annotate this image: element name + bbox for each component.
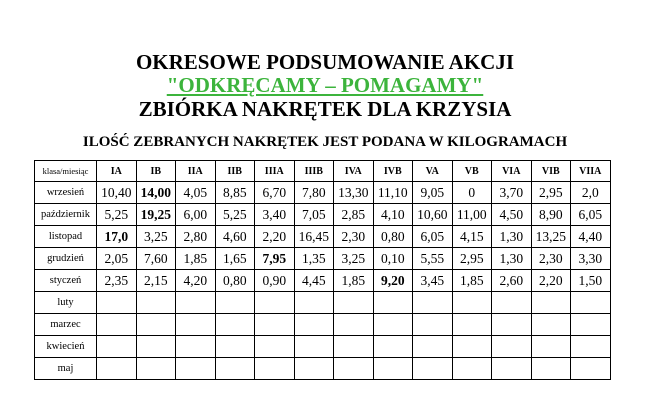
table-cell [136,358,176,380]
column-header-iiia: IIIA [255,161,295,182]
table-cell: 0,80 [373,226,413,248]
table-cell: 10,60 [413,204,453,226]
table-cell: 2,30 [334,226,374,248]
table-cell [215,358,255,380]
table-cell [136,314,176,336]
table-cell: 11,00 [452,204,492,226]
column-header-va: VA [413,161,453,182]
table-cell: 9,05 [413,182,453,204]
table-cell: 2,85 [334,204,374,226]
month-label: kwiecień [35,336,97,358]
table-cell: 3,30 [571,248,611,270]
column-header-ivb: IVB [373,161,413,182]
table-cell: 0,90 [255,270,295,292]
table-cell [571,314,611,336]
table-cell [373,358,413,380]
table-cell: 7,80 [294,182,334,204]
column-header-ib: IB [136,161,176,182]
table-cell [255,292,295,314]
table-cell: 13,25 [531,226,571,248]
table-cell [452,358,492,380]
table-cell [571,292,611,314]
table-row [35,226,611,248]
table-cell: 4,10 [373,204,413,226]
table-cell: 1,30 [492,226,532,248]
table-cell [492,336,532,358]
column-header-iva: IVA [334,161,374,182]
month-label: luty [35,292,97,314]
table-cell: 6,05 [571,204,611,226]
table-cell [294,358,334,380]
table-cell [492,292,532,314]
table-cell [294,292,334,314]
table-cell: 2,20 [531,270,571,292]
corner-cell: klasa/miesiąc [35,161,97,182]
table-cell: 8,85 [215,182,255,204]
table-cell: 13,30 [334,182,374,204]
table-cell [531,358,571,380]
table-row [35,336,611,358]
table-cell: 1,85 [176,248,216,270]
table-cell [294,336,334,358]
table-cell: 14,00 [136,182,176,204]
table-cell: 2,60 [492,270,532,292]
column-header-vb: VB [452,161,492,182]
column-header-iib: IIB [215,161,255,182]
table-row [35,248,611,270]
table-cell: 7,95 [255,248,295,270]
table-cell [531,336,571,358]
month-label: wrzesień [35,182,97,204]
table-row [35,314,611,336]
table-cell: 1,50 [571,270,611,292]
table-cell [531,292,571,314]
table-cell: 10,40 [97,182,137,204]
table-cell: 0,80 [215,270,255,292]
month-label: październik [35,204,97,226]
table-cell [334,292,374,314]
table-cell: 4,15 [452,226,492,248]
table-cell [215,314,255,336]
table-cell [215,336,255,358]
column-header-via: VIA [492,161,532,182]
table-cell: 4,50 [492,204,532,226]
table-cell [334,314,374,336]
table-cell [531,314,571,336]
table-cell [294,314,334,336]
table-cell [255,314,295,336]
table-cell: 2,0 [571,182,611,204]
table-cell: 1,35 [294,248,334,270]
table-cell: 17,0 [97,226,137,248]
table-cell: 4,20 [176,270,216,292]
title-line-1: OKRESOWE PODSUMOWANIE AKCJI [135,50,515,74]
table-cell [413,314,453,336]
table-cell [176,292,216,314]
table-row [35,292,611,314]
table-cell [176,314,216,336]
table-cell: 0,10 [373,248,413,270]
table-cell: 4,45 [294,270,334,292]
table-cell: 2,20 [255,226,295,248]
table-cell: 3,45 [413,270,453,292]
table-cell: 1,65 [215,248,255,270]
table-cell: 2,80 [176,226,216,248]
column-header-ia: IA [97,161,137,182]
table-cell: 11,10 [373,182,413,204]
table-body [35,182,611,380]
table-cell [97,314,137,336]
table-header [35,161,611,182]
table-cell [571,336,611,358]
table-cell [452,314,492,336]
table-cell: 2,30 [531,248,571,270]
title-line-3: ZBIÓRKA NAKRĘTEK DLA KRZYSIA [138,97,512,121]
table-cell [176,336,216,358]
table-cell: 2,95 [452,248,492,270]
table-cell [492,358,532,380]
table-cell: 8,90 [531,204,571,226]
table-cell: 16,45 [294,226,334,248]
table-cell: 6,70 [255,182,295,204]
table-cell: 2,95 [531,182,571,204]
header-row [35,161,611,182]
table-cell [413,358,453,380]
month-label: maj [35,358,97,380]
table-cell: 1,85 [452,270,492,292]
table-cell: 6,05 [413,226,453,248]
table-cell [413,292,453,314]
table-cell: 2,15 [136,270,176,292]
table-cell: 4,60 [215,226,255,248]
table-cell [97,292,137,314]
table-cell: 0 [452,182,492,204]
table-cell: 7,60 [136,248,176,270]
table-row [35,358,611,380]
table-cell: 3,70 [492,182,532,204]
collection-table [34,160,611,380]
column-header-iia: IIA [176,161,216,182]
table-cell: 3,25 [334,248,374,270]
table-cell [176,358,216,380]
table-cell [136,292,176,314]
table-cell [452,292,492,314]
units-note: ILOŚĆ ZEBRANYCH NAKRĘTEK JEST PODANA W KILOGRAMACH [82,134,568,150]
table-cell: 7,05 [294,204,334,226]
table-cell [97,336,137,358]
month-label: styczeń [35,270,97,292]
table-cell [334,336,374,358]
table-cell [492,314,532,336]
table-cell: 5,25 [215,204,255,226]
month-label: listopad [35,226,97,248]
table-cell [373,314,413,336]
table-cell [255,336,295,358]
column-header-iiib: IIIB [294,161,334,182]
table-cell: 2,35 [97,270,137,292]
table-cell: 1,85 [334,270,374,292]
table-cell: 5,55 [413,248,453,270]
table-cell [452,336,492,358]
table-cell [373,336,413,358]
table-cell [97,358,137,380]
table-cell: 19,25 [136,204,176,226]
table-row [35,182,611,204]
table-cell: 6,00 [176,204,216,226]
table-cell [373,292,413,314]
table-cell: 4,05 [176,182,216,204]
table-cell [136,336,176,358]
table-cell: 9,20 [373,270,413,292]
month-label: marzec [35,314,97,336]
month-label: grudzień [35,248,97,270]
campaign-slogan: "ODKRĘCAMY – POMAGAMY" [166,73,484,97]
table-cell: 5,25 [97,204,137,226]
table-cell: 2,05 [97,248,137,270]
table-cell [413,336,453,358]
table-cell [215,292,255,314]
table-cell: 4,40 [571,226,611,248]
table-cell: 1,30 [492,248,532,270]
column-header-viia: VIIA [571,161,611,182]
table-cell [334,358,374,380]
table-cell: 3,25 [136,226,176,248]
table-row [35,270,611,292]
table-cell: 3,40 [255,204,295,226]
table-cell [571,358,611,380]
column-header-vib: VIB [531,161,571,182]
table-cell [255,358,295,380]
table-row [35,204,611,226]
